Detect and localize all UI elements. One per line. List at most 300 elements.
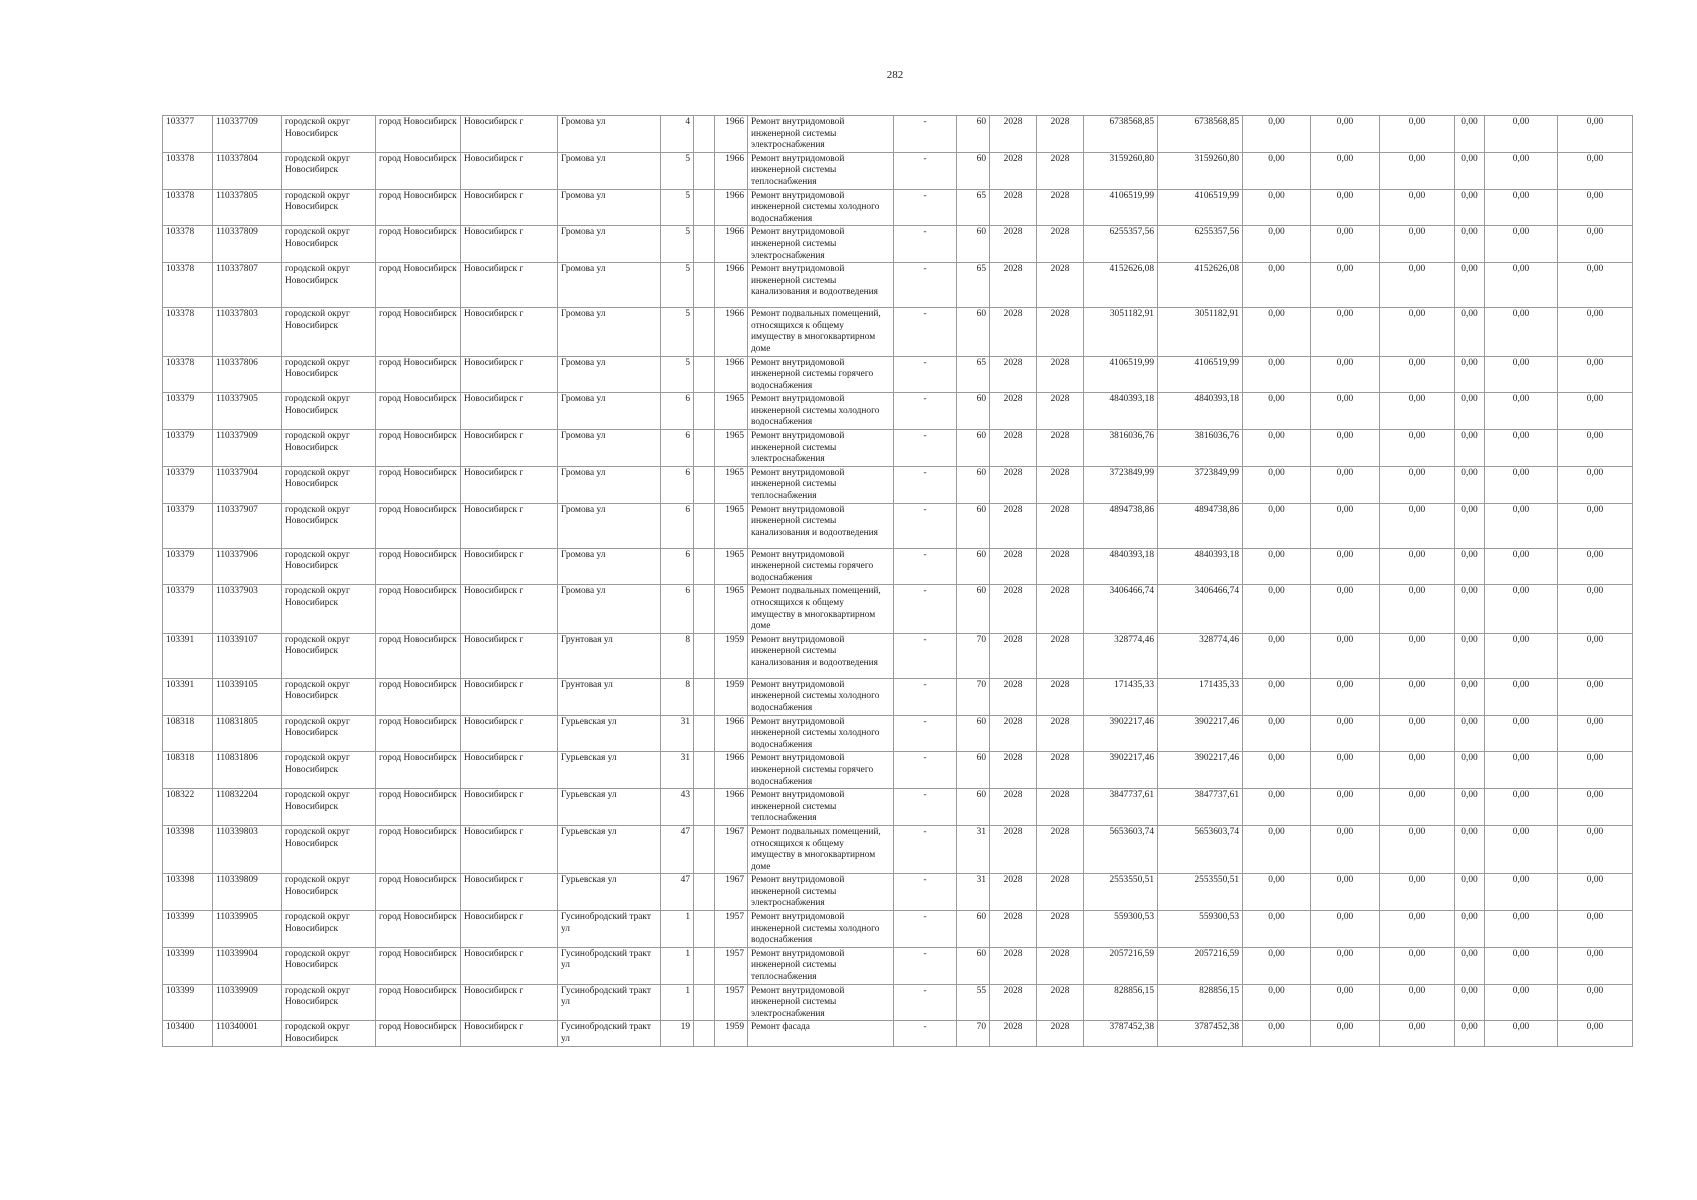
cost-col-2-cell: 0,00	[1311, 308, 1380, 356]
cost-col-5-cell: 0,00	[1485, 984, 1558, 1021]
cost-col-6-cell: 0,00	[1558, 874, 1633, 911]
settlement-cell: город Новосибирск	[376, 633, 461, 678]
street-cell: Громова ул	[558, 116, 661, 153]
street-cell: Гусинобродский тракт ул	[558, 947, 661, 984]
dash-cell: -	[894, 911, 957, 948]
dash-cell: -	[894, 715, 957, 752]
record-id-cell: 110337805	[213, 189, 282, 226]
cost-col-5-cell: 0,00	[1485, 503, 1558, 548]
cost-col-6-cell: 0,00	[1558, 715, 1633, 752]
cost-col-3-cell: 0,00	[1380, 789, 1455, 826]
settlement-cell: город Новосибирск	[376, 356, 461, 393]
cost-col-5-cell: 0,00	[1485, 466, 1558, 503]
row-id-cell: 103399	[163, 947, 213, 984]
dash-cell: -	[894, 308, 957, 356]
cost-col-4-cell: 0,00	[1455, 503, 1485, 548]
wear-percent-cell: 60	[957, 308, 990, 356]
dash-cell: -	[894, 789, 957, 826]
year-to-cell: 2028	[1037, 984, 1084, 1021]
settlement-cell: город Новосибирск	[376, 715, 461, 752]
house-number-cell: 6	[661, 548, 694, 585]
street-cell: Громова ул	[558, 226, 661, 263]
house-number-cell: 6	[661, 466, 694, 503]
cost-col-5-cell: 0,00	[1485, 715, 1558, 752]
cost-col-5-cell: 0,00	[1485, 752, 1558, 789]
record-id-cell: 110339904	[213, 947, 282, 984]
settlement-cell: город Новосибирск	[376, 874, 461, 911]
fund-cost-cell: 4106519,99	[1158, 356, 1243, 393]
table-row	[163, 585, 1633, 633]
year-built-cell: 1965	[715, 466, 748, 503]
dash-cell: -	[894, 984, 957, 1021]
cost-col-4-cell: 0,00	[1455, 1021, 1485, 1046]
cost-col-5-cell: 0,00	[1485, 393, 1558, 430]
row-id-cell: 103391	[163, 678, 213, 715]
building-cell	[694, 430, 715, 467]
table-row	[163, 633, 1633, 678]
cost-col-2-cell: 0,00	[1311, 503, 1380, 548]
cost-col-6-cell: 0,00	[1558, 633, 1633, 678]
year-built-cell: 1957	[715, 911, 748, 948]
year-from-cell: 2028	[990, 548, 1037, 585]
row-id-cell: 108318	[163, 715, 213, 752]
cost-col-5-cell: 0,00	[1485, 308, 1558, 356]
wear-percent-cell: 60	[957, 116, 990, 153]
street-cell: Громова ул	[558, 466, 661, 503]
cost-col-1-cell: 0,00	[1243, 984, 1311, 1021]
cost-col-4-cell: 0,00	[1455, 152, 1485, 189]
locality-cell: Новосибирск г	[461, 633, 558, 678]
dash-cell: -	[894, 393, 957, 430]
work-type-cell: Ремонт внутридомовой инженерной системы канализования и водоотведения	[748, 633, 894, 678]
table-row	[163, 947, 1633, 984]
cost-col-5-cell: 0,00	[1485, 585, 1558, 633]
municipality-cell: городской округ Новосибирск	[282, 393, 376, 430]
municipality-cell: городской округ Новосибирск	[282, 825, 376, 873]
total-cost-cell: 6255357,56	[1084, 226, 1158, 263]
cost-col-1-cell: 0,00	[1243, 189, 1311, 226]
cost-col-6-cell: 0,00	[1558, 752, 1633, 789]
settlement-cell: город Новосибирск	[376, 947, 461, 984]
building-cell	[694, 825, 715, 873]
cost-col-2-cell: 0,00	[1311, 874, 1380, 911]
total-cost-cell: 5653603,74	[1084, 825, 1158, 873]
total-cost-cell: 4894738,86	[1084, 503, 1158, 548]
cost-col-3-cell: 0,00	[1380, 263, 1455, 308]
cost-col-5-cell: 0,00	[1485, 1021, 1558, 1046]
cost-col-3-cell: 0,00	[1380, 116, 1455, 153]
house-number-cell: 6	[661, 585, 694, 633]
cost-col-6-cell: 0,00	[1558, 226, 1633, 263]
year-from-cell: 2028	[990, 430, 1037, 467]
record-id-cell: 110831805	[213, 715, 282, 752]
cost-col-3-cell: 0,00	[1380, 752, 1455, 789]
dash-cell: -	[894, 825, 957, 873]
cost-col-2-cell: 0,00	[1311, 633, 1380, 678]
table-row	[163, 825, 1633, 873]
cost-col-1-cell: 0,00	[1243, 678, 1311, 715]
table-row	[163, 874, 1633, 911]
street-cell: Гусинобродский тракт ул	[558, 1021, 661, 1046]
cost-col-2-cell: 0,00	[1311, 825, 1380, 873]
year-to-cell: 2028	[1037, 226, 1084, 263]
total-cost-cell: 559300,53	[1084, 911, 1158, 948]
cost-col-2-cell: 0,00	[1311, 430, 1380, 467]
year-built-cell: 1957	[715, 984, 748, 1021]
record-id-cell: 110339107	[213, 633, 282, 678]
year-built-cell: 1967	[715, 825, 748, 873]
wear-percent-cell: 60	[957, 226, 990, 263]
work-type-cell: Ремонт внутридомовой инженерной системы электроснабжения	[748, 430, 894, 467]
table-row	[163, 466, 1633, 503]
year-to-cell: 2028	[1037, 825, 1084, 873]
year-to-cell: 2028	[1037, 189, 1084, 226]
municipality-cell: городской округ Новосибирск	[282, 633, 376, 678]
building-cell	[694, 715, 715, 752]
cost-col-6-cell: 0,00	[1558, 393, 1633, 430]
street-cell: Грунтовая ул	[558, 633, 661, 678]
cost-col-4-cell: 0,00	[1455, 585, 1485, 633]
table-row	[163, 308, 1633, 356]
fund-cost-cell: 4840393,18	[1158, 393, 1243, 430]
year-to-cell: 2028	[1037, 874, 1084, 911]
table-row	[163, 393, 1633, 430]
cost-col-4-cell: 0,00	[1455, 825, 1485, 873]
cost-col-3-cell: 0,00	[1380, 466, 1455, 503]
street-cell: Громова ул	[558, 548, 661, 585]
row-id-cell: 103378	[163, 189, 213, 226]
year-built-cell: 1966	[715, 752, 748, 789]
municipality-cell: городской округ Новосибирск	[282, 789, 376, 826]
building-cell	[694, 947, 715, 984]
locality-cell: Новосибирск г	[461, 585, 558, 633]
work-type-cell: Ремонт внутридомовой инженерной системы электроснабжения	[748, 116, 894, 153]
wear-percent-cell: 31	[957, 825, 990, 873]
cost-col-3-cell: 0,00	[1380, 585, 1455, 633]
cost-col-5-cell: 0,00	[1485, 116, 1558, 153]
year-to-cell: 2028	[1037, 308, 1084, 356]
fund-cost-cell: 4152626,08	[1158, 263, 1243, 308]
building-cell	[694, 678, 715, 715]
locality-cell: Новосибирск г	[461, 911, 558, 948]
cost-col-4-cell: 0,00	[1455, 947, 1485, 984]
settlement-cell: город Новосибирск	[376, 226, 461, 263]
locality-cell: Новосибирск г	[461, 116, 558, 153]
settlement-cell: город Новосибирск	[376, 548, 461, 585]
street-cell: Гурьевская ул	[558, 752, 661, 789]
row-id-cell: 103400	[163, 1021, 213, 1046]
year-built-cell: 1957	[715, 947, 748, 984]
total-cost-cell: 4106519,99	[1084, 356, 1158, 393]
settlement-cell: город Новосибирск	[376, 825, 461, 873]
cost-col-6-cell: 0,00	[1558, 678, 1633, 715]
fund-cost-cell: 5653603,74	[1158, 825, 1243, 873]
settlement-cell: город Новосибирск	[376, 1021, 461, 1046]
street-cell: Громова ул	[558, 393, 661, 430]
locality-cell: Новосибирск г	[461, 466, 558, 503]
work-type-cell: Ремонт внутридомовой инженерной системы электроснабжения	[748, 226, 894, 263]
year-from-cell: 2028	[990, 585, 1037, 633]
cost-col-4-cell: 0,00	[1455, 789, 1485, 826]
fund-cost-cell: 2057216,59	[1158, 947, 1243, 984]
work-type-cell: Ремонт внутридомовой инженерной системы холодного водоснабжения	[748, 393, 894, 430]
year-to-cell: 2028	[1037, 393, 1084, 430]
building-cell	[694, 585, 715, 633]
fund-cost-cell: 3051182,91	[1158, 308, 1243, 356]
settlement-cell: город Новосибирск	[376, 466, 461, 503]
total-cost-cell: 2057216,59	[1084, 947, 1158, 984]
row-id-cell: 103398	[163, 825, 213, 873]
table-row	[163, 911, 1633, 948]
total-cost-cell: 3051182,91	[1084, 308, 1158, 356]
dash-cell: -	[894, 466, 957, 503]
wear-percent-cell: 70	[957, 678, 990, 715]
row-id-cell: 103379	[163, 466, 213, 503]
cost-col-3-cell: 0,00	[1380, 825, 1455, 873]
cost-col-4-cell: 0,00	[1455, 393, 1485, 430]
year-from-cell: 2028	[990, 633, 1037, 678]
street-cell: Громова ул	[558, 585, 661, 633]
house-number-cell: 4	[661, 116, 694, 153]
house-number-cell: 1	[661, 911, 694, 948]
table-row	[163, 226, 1633, 263]
table-row	[163, 752, 1633, 789]
table-row	[163, 984, 1633, 1021]
municipality-cell: городской округ Новосибирск	[282, 984, 376, 1021]
settlement-cell: город Новосибирск	[376, 678, 461, 715]
cost-col-1-cell: 0,00	[1243, 430, 1311, 467]
cost-col-2-cell: 0,00	[1311, 263, 1380, 308]
municipality-cell: городской округ Новосибирск	[282, 585, 376, 633]
year-from-cell: 2028	[990, 152, 1037, 189]
locality-cell: Новосибирск г	[461, 825, 558, 873]
year-built-cell: 1966	[715, 356, 748, 393]
cost-col-1-cell: 0,00	[1243, 911, 1311, 948]
table-row	[163, 263, 1633, 308]
building-cell	[694, 263, 715, 308]
cost-col-6-cell: 0,00	[1558, 189, 1633, 226]
settlement-cell: город Новосибирск	[376, 263, 461, 308]
locality-cell: Новосибирск г	[461, 715, 558, 752]
cost-col-4-cell: 0,00	[1455, 984, 1485, 1021]
fund-cost-cell: 6738568,85	[1158, 116, 1243, 153]
cost-col-5-cell: 0,00	[1485, 825, 1558, 873]
cost-col-2-cell: 0,00	[1311, 585, 1380, 633]
record-id-cell: 110340001	[213, 1021, 282, 1046]
year-to-cell: 2028	[1037, 789, 1084, 826]
table-row	[163, 715, 1633, 752]
year-built-cell: 1965	[715, 548, 748, 585]
cost-col-4-cell: 0,00	[1455, 678, 1485, 715]
record-id-cell: 110831806	[213, 752, 282, 789]
cost-col-1-cell: 0,00	[1243, 752, 1311, 789]
locality-cell: Новосибирск г	[461, 503, 558, 548]
wear-percent-cell: 70	[957, 1021, 990, 1046]
cost-col-1-cell: 0,00	[1243, 356, 1311, 393]
record-id-cell: 110337809	[213, 226, 282, 263]
cost-col-3-cell: 0,00	[1380, 503, 1455, 548]
cost-col-4-cell: 0,00	[1455, 715, 1485, 752]
cost-col-3-cell: 0,00	[1380, 356, 1455, 393]
cost-col-1-cell: 0,00	[1243, 789, 1311, 826]
year-to-cell: 2028	[1037, 585, 1084, 633]
cost-col-3-cell: 0,00	[1380, 715, 1455, 752]
cost-col-2-cell: 0,00	[1311, 1021, 1380, 1046]
fund-cost-cell: 3406466,74	[1158, 585, 1243, 633]
building-cell	[694, 152, 715, 189]
dash-cell: -	[894, 116, 957, 153]
cost-col-1-cell: 0,00	[1243, 947, 1311, 984]
street-cell: Громова ул	[558, 152, 661, 189]
year-built-cell: 1966	[715, 308, 748, 356]
locality-cell: Новосибирск г	[461, 308, 558, 356]
wear-percent-cell: 60	[957, 715, 990, 752]
house-number-cell: 6	[661, 430, 694, 467]
settlement-cell: город Новосибирск	[376, 503, 461, 548]
year-from-cell: 2028	[990, 752, 1037, 789]
cost-col-5-cell: 0,00	[1485, 678, 1558, 715]
cost-col-5-cell: 0,00	[1485, 911, 1558, 948]
row-id-cell: 103379	[163, 548, 213, 585]
wear-percent-cell: 60	[957, 430, 990, 467]
house-number-cell: 19	[661, 1021, 694, 1046]
row-id-cell: 103378	[163, 263, 213, 308]
year-from-cell: 2028	[990, 503, 1037, 548]
cost-col-6-cell: 0,00	[1558, 152, 1633, 189]
cost-col-2-cell: 0,00	[1311, 715, 1380, 752]
dash-cell: -	[894, 189, 957, 226]
building-cell	[694, 874, 715, 911]
year-to-cell: 2028	[1037, 263, 1084, 308]
work-type-cell: Ремонт подвальных помещений, относящихся к общему имуществу в многоквартирном доме	[748, 308, 894, 356]
dash-cell: -	[894, 548, 957, 585]
wear-percent-cell: 60	[957, 752, 990, 789]
cost-col-5-cell: 0,00	[1485, 263, 1558, 308]
row-id-cell: 103378	[163, 152, 213, 189]
settlement-cell: город Новосибирск	[376, 911, 461, 948]
record-id-cell: 110337903	[213, 585, 282, 633]
year-to-cell: 2028	[1037, 752, 1084, 789]
cost-col-5-cell: 0,00	[1485, 789, 1558, 826]
cost-col-1-cell: 0,00	[1243, 874, 1311, 911]
year-to-cell: 2028	[1037, 430, 1084, 467]
building-cell	[694, 1021, 715, 1046]
municipality-cell: городской округ Новосибирск	[282, 263, 376, 308]
total-cost-cell: 3902217,46	[1084, 752, 1158, 789]
year-from-cell: 2028	[990, 308, 1037, 356]
fund-cost-cell: 3159260,80	[1158, 152, 1243, 189]
year-built-cell: 1966	[715, 789, 748, 826]
fund-cost-cell: 3787452,38	[1158, 1021, 1243, 1046]
dash-cell: -	[894, 947, 957, 984]
building-cell	[694, 633, 715, 678]
year-to-cell: 2028	[1037, 466, 1084, 503]
table-row	[163, 116, 1633, 153]
house-number-cell: 8	[661, 678, 694, 715]
municipality-cell: городской округ Новосибирск	[282, 911, 376, 948]
year-from-cell: 2028	[990, 263, 1037, 308]
table-row	[163, 1021, 1633, 1046]
table-row	[163, 789, 1633, 826]
municipality-cell: городской округ Новосибирск	[282, 152, 376, 189]
record-id-cell: 110337909	[213, 430, 282, 467]
settlement-cell: город Новосибирск	[376, 308, 461, 356]
year-built-cell: 1959	[715, 633, 748, 678]
total-cost-cell: 2553550,51	[1084, 874, 1158, 911]
total-cost-cell: 328774,46	[1084, 633, 1158, 678]
locality-cell: Новосибирск г	[461, 430, 558, 467]
work-type-cell: Ремонт внутридомовой инженерной системы горячего водоснабжения	[748, 548, 894, 585]
cost-col-4-cell: 0,00	[1455, 226, 1485, 263]
record-id-cell: 110337806	[213, 356, 282, 393]
wear-percent-cell: 60	[957, 789, 990, 826]
table-body	[163, 116, 1633, 1047]
cost-col-5-cell: 0,00	[1485, 874, 1558, 911]
street-cell: Гурьевская ул	[558, 715, 661, 752]
cost-col-6-cell: 0,00	[1558, 947, 1633, 984]
municipality-cell: городской округ Новосибирск	[282, 752, 376, 789]
cost-col-3-cell: 0,00	[1380, 226, 1455, 263]
building-cell	[694, 789, 715, 826]
building-cell	[694, 226, 715, 263]
cost-col-6-cell: 0,00	[1558, 356, 1633, 393]
street-cell: Гурьевская ул	[558, 825, 661, 873]
work-type-cell: Ремонт внутридомовой инженерной системы канализования и водоотведения	[748, 263, 894, 308]
year-built-cell: 1965	[715, 585, 748, 633]
dash-cell: -	[894, 678, 957, 715]
work-type-cell: Ремонт внутридомовой инженерной системы холодного водоснабжения	[748, 189, 894, 226]
house-number-cell: 5	[661, 152, 694, 189]
work-type-cell: Ремонт внутридомовой инженерной системы теплоснабжения	[748, 947, 894, 984]
locality-cell: Новосибирск г	[461, 263, 558, 308]
year-from-cell: 2028	[990, 825, 1037, 873]
year-to-cell: 2028	[1037, 633, 1084, 678]
wear-percent-cell: 65	[957, 189, 990, 226]
cost-col-1-cell: 0,00	[1243, 715, 1311, 752]
record-id-cell: 110337803	[213, 308, 282, 356]
cost-col-6-cell: 0,00	[1558, 789, 1633, 826]
municipality-cell: городской округ Новосибирск	[282, 308, 376, 356]
cost-col-6-cell: 0,00	[1558, 825, 1633, 873]
work-type-cell: Ремонт внутридомовой инженерной системы холодного водоснабжения	[748, 715, 894, 752]
record-id-cell: 110337906	[213, 548, 282, 585]
building-cell	[694, 393, 715, 430]
house-number-cell: 5	[661, 226, 694, 263]
building-cell	[694, 308, 715, 356]
cost-col-4-cell: 0,00	[1455, 466, 1485, 503]
work-type-cell: Ремонт внутридомовой инженерной системы электроснабжения	[748, 874, 894, 911]
total-cost-cell: 3406466,74	[1084, 585, 1158, 633]
dash-cell: -	[894, 874, 957, 911]
cost-col-6-cell: 0,00	[1558, 503, 1633, 548]
cost-col-2-cell: 0,00	[1311, 678, 1380, 715]
fund-cost-cell: 6255357,56	[1158, 226, 1243, 263]
street-cell: Гурьевская ул	[558, 789, 661, 826]
municipality-cell: городской округ Новосибирск	[282, 874, 376, 911]
settlement-cell: город Новосибирск	[376, 189, 461, 226]
settlement-cell: город Новосибирск	[376, 984, 461, 1021]
wear-percent-cell: 60	[957, 393, 990, 430]
row-id-cell: 103378	[163, 308, 213, 356]
total-cost-cell: 828856,15	[1084, 984, 1158, 1021]
year-from-cell: 2028	[990, 984, 1037, 1021]
locality-cell: Новосибирск г	[461, 356, 558, 393]
wear-percent-cell: 60	[957, 947, 990, 984]
total-cost-cell: 3902217,46	[1084, 715, 1158, 752]
municipality-cell: городской округ Новосибирск	[282, 430, 376, 467]
building-cell	[694, 984, 715, 1021]
capital-repair-table	[162, 115, 1633, 1047]
